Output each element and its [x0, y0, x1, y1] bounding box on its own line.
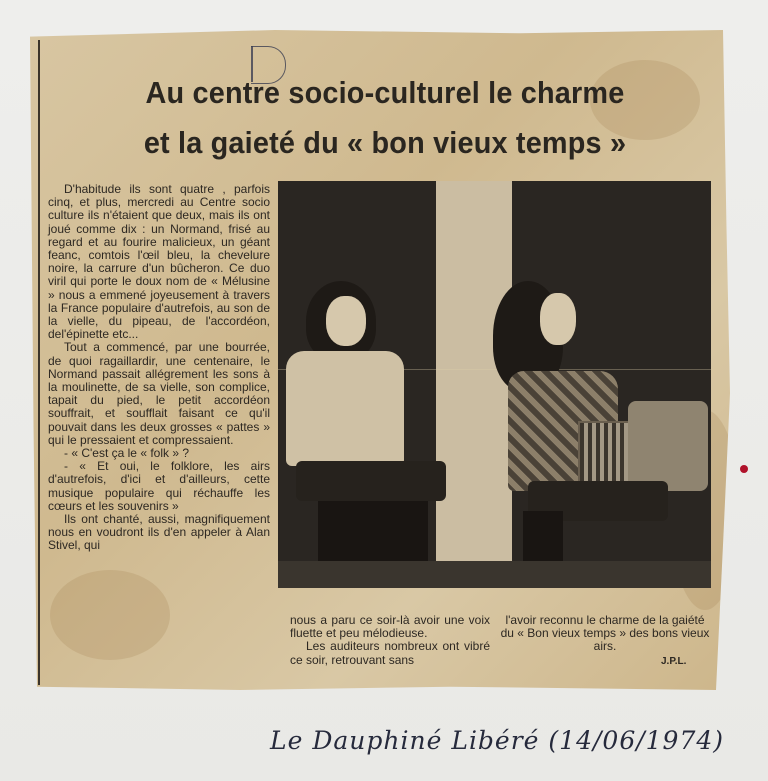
article-column-3: [500, 614, 710, 654]
paragraph: Ils ont chanté, aussi, magnifiquement nous en voudront ils d'en appeler à Alan Stivel, qui: [48, 512, 270, 553]
author-signature: J.P.L.: [661, 656, 687, 667]
paragraph: l'avoir reconnu le charme de la gaiété du « Bon vieux temps » des bons vieux airs.: [500, 613, 710, 654]
paragraph: Les auditeurs nombreux ont vibré ce soir, retrouvant sans: [290, 639, 490, 667]
paragraph: D'habitude ils sont quatre , parfois cinq, et plus, mercredi au Centre socio culture ils n'étaient que deux, mais ils ont joué comme dix : un Normand, frisé au regard et au fourire malicieux, un géant feanc, comtois l'œil bleu, la chevelure noire, la carrure d'un bûcheron. Ce duo viril qui porte le doux nom de « Mélusine » nous a emmené joyeusement à travers la France populaire d'autrefois, au son de la vielle, du pipeau, de l'accordéon, del'épinette etc...: [48, 182, 270, 342]
article-photo: [278, 181, 711, 588]
chair-left: [318, 501, 428, 561]
paragraph: Tout a commencé, par une bourrée, de quoi ragaillardir, une centenaire, le Normand passait allégrement les sons à la moulinette, de sa vielle, son complice, tapait du pied, le petit accordéon souffrait, et soufflait faisant ce qu'il pouvait dans les deux grosses « pattes » qui le pressaient et compressaient.: [48, 340, 270, 447]
paragraph: - « Et oui, le folklore, les airs d'autrefois, d'ici et d'ailleurs, cette musique populaire qui réchauffe les cœurs et les souvenirs »: [48, 459, 270, 513]
musician-left-legs: [296, 461, 446, 501]
article-headline: [83, 68, 688, 168]
paragraph: nous a paru ce soir-là avoir une voix fluette et peu mélodieuse.: [290, 613, 490, 641]
article-column-2: [290, 614, 490, 667]
chair-right: [523, 511, 563, 561]
red-dot-mark: [740, 465, 748, 473]
musician-right-face: [540, 293, 576, 345]
headline-line-1: Au centre socio-culturel le charme: [145, 75, 625, 110]
article-column-1: [48, 183, 270, 553]
musician-left-shirt: [286, 351, 404, 466]
musician-left-face: [326, 296, 366, 346]
paragraph: - « C'est ça le « folk » ?: [64, 446, 190, 461]
column-rule: [38, 40, 40, 685]
handwritten-source-note: Le Dauphiné Libéré (14/06/1974): [270, 726, 725, 755]
instrument-case: [628, 401, 708, 491]
headline-line-2: et la gaieté du « bon vieux temps »: [143, 125, 627, 160]
